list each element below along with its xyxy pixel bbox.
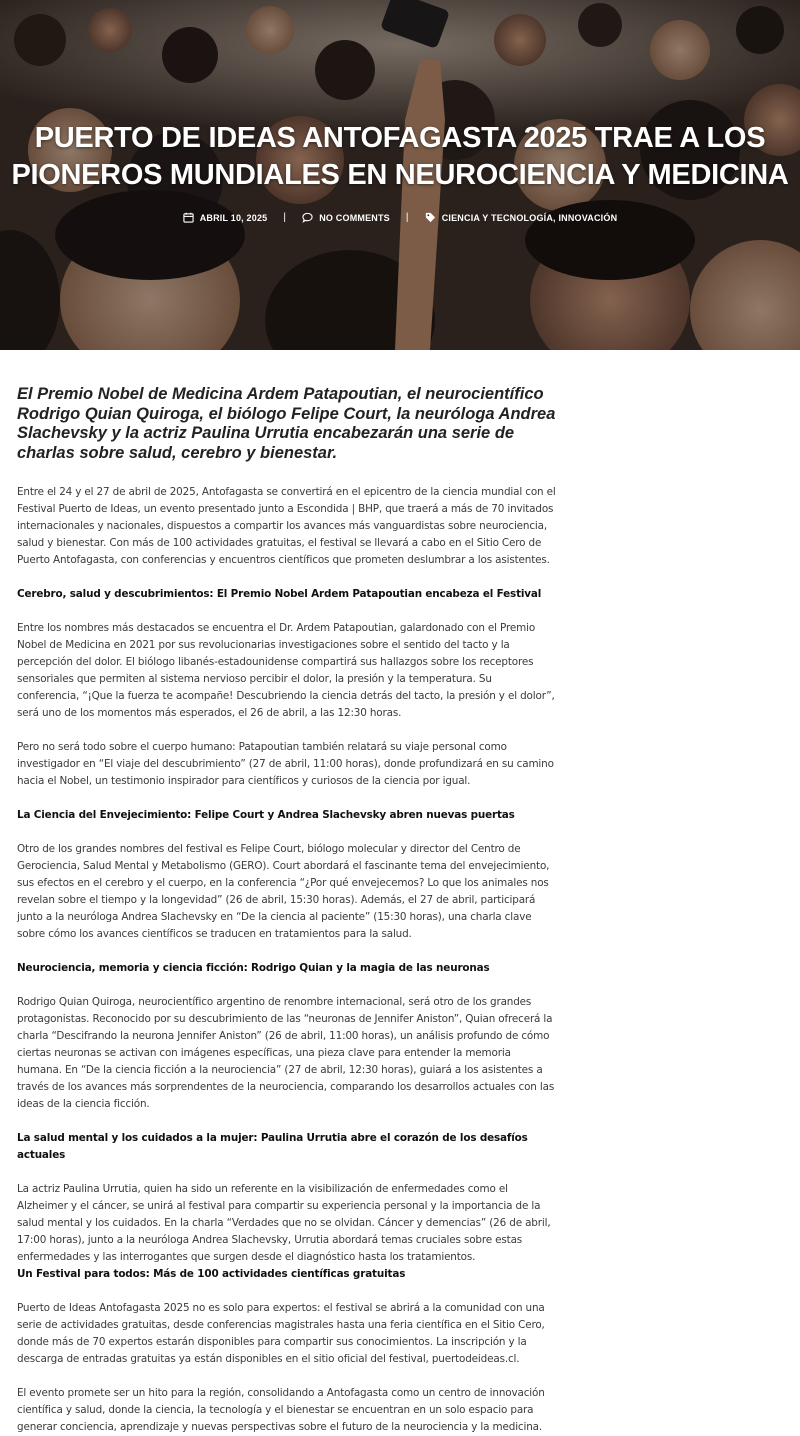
hero-banner bbox=[0, 0, 800, 350]
post-categories-link[interactable] bbox=[425, 212, 618, 223]
article-paragraph: Entre los nombres más destacados se encuentra el Dr. Ardem Patapoutian, galardonado con el Premio Nobel de Medicina en 2021 por sus revolucionarias investigaciones sobre el sentido del tacto y la percepción del dolor. El biólogo libanés-estadounidense compartirá sus hallazgos sobre los receptores sensoriales que permiten al sistema nervioso percibir el dolor, la presión y la temperatura. Su conferencia, “¡Que la fuerza te acompañe! Descubriendo la ciencia detrás del tacto, la presión y el dolor”, será uno de los momentos más esperados, el 26 de abril, a las 12:30 horas. bbox=[17, 622, 555, 719]
section-heading: La salud mental y los cuidados a la mujer: Paulina Urrutia abre el corazón de los desafíos actuales bbox=[17, 1132, 528, 1161]
section-heading: Neurociencia, memoria y ciencia ficción: Rodrigo Quian y la magia de las neuronas bbox=[17, 962, 490, 974]
post-date[interactable] bbox=[183, 212, 268, 223]
section-heading: La Ciencia del Envejecimiento: Felipe Court y Andrea Slachevsky abren nuevas puertas bbox=[17, 809, 515, 821]
article-paragraph: Rodrigo Quian Quiroga, neurocientífico argentino de renombre internacional, será otro de los grandes protagonistas. Reconocido por su descubrimiento de las “neuronas de Jennifer Aniston”, Quian ofrecerá la charla “Descifrando la neurona Jennifer Aniston” (26 de abril, 11:00 horas), un análisis profundo de cómo ciertas neuronas se activan con imágenes específicas, una pieza clave para entender la memoria humana. En “De la ciencia ficción a la neurociencia” (27 de abril, 12:30 horas), guiará a los asistentes a través de los avances más sorprendentes de la neurociencia, comparando los desarrollos actuales con las ideas de la ciencia ficción. bbox=[17, 996, 555, 1110]
article-paragraph: Entre el 24 y el 27 de abril de 2025, Antofagasta se convertirá en el epicentro de la ciencia mundial con el Festival Puerto de Ideas, un evento presentado junto a Escondida | BHP, que traerá a más de 70 invitados internacionales y nacionales, dispuestos a compartir los avances más vanguardistas sobre neurociencia, salud y bienestar. Con más de 100 actividades gratuitas, el festival se llevará a cabo en el Sitio Cero de Puerto Antofagasta, con conferencias y encuentros científicos que prometen deslumbrar a los asistentes. bbox=[17, 486, 556, 566]
article-paragraph: Otro de los grandes nombres del festival es Felipe Court, biólogo molecular y director del Centro de Gerociencia, Salud Mental y Metabolismo (GERO). Court abordará el fascinante tema del envejecimiento, sus efectos en el cerebro y el cuerpo, en la conferencia “¿Por qué envejecemos? Lo que los animales nos revelan sobre el tiempo y la longevidad” (26 de abril, 15:30 horas). Además, el 27 de abril, participará junto a la neuróloga Andrea Slachevsky en “De la ciencia al paciente” (15:30 horas), una charla clave sobre cómo los avances científicos se traducen en tratamientos para la salud. bbox=[17, 843, 550, 940]
post-date-label: ABRIL 10, 2025 bbox=[199, 212, 268, 223]
post-meta bbox=[0, 212, 800, 223]
tag-icon bbox=[425, 212, 436, 223]
article-paragraph: El evento promete ser un hito para la región, consolidando a Antofagasta como un centro de innovación científica y salud, donde la ciencia, la tecnología y el bienestar se encuentran en un solo espacio para generar conciencia, aprendizaje y nuevas perspectivas sobre el futuro de la neurociencia y la medicina. bbox=[17, 1387, 545, 1433]
article-body bbox=[17, 385, 557, 1436]
article-paragraph: Pero no será todo sobre el cuerpo humano: Patapoutian también relatará su viaje personal como investigador en “El viaje del descubrimiento” (27 de abril, 11:00 horas), donde profundizará en su camino hacia el Nobel, un testimonio inspirador para científicos y curiosos de la ciencia por igual. bbox=[17, 741, 554, 787]
section-heading: Cerebro, salud y descubrimientos: El Premio Nobel Ardem Patapoutian encabeza el Festival bbox=[17, 588, 542, 600]
comment-icon bbox=[302, 212, 313, 223]
post-categories-label: CIENCIA Y TECNOLOGÍA, INNOVACIÓN bbox=[441, 212, 618, 223]
meta-separator: | bbox=[283, 212, 287, 223]
calendar-icon bbox=[183, 212, 194, 223]
post-comments-label: NO COMMENTS bbox=[319, 212, 390, 223]
section-heading: Un Festival para todos: Más de 100 actividades científicas gratuitas bbox=[17, 1268, 406, 1280]
article-paragraph: Puerto de Ideas Antofagasta 2025 no es solo para expertos: el festival se abrirá a la comunidad con una serie de actividades gratuitas, desde conferencias magistrales hasta una feria científica en el Sitio Cero, donde más de 70 expertos estarán disponibles para compartir sus conocimientos. La inscripción y la descarga de entradas gratuitas ya están disponibles en el sitio oficial del festival, puertodeideas.cl. bbox=[17, 1302, 545, 1365]
post-comments-link[interactable] bbox=[302, 212, 390, 223]
article-title: PUERTO DE IDEAS ANTOFAGASTA 2025 TRAE A LOS PIONEROS MUNDIALES EN NEUROCIENCIA Y MEDICINA bbox=[11, 122, 789, 191]
article-lead: El Premio Nobel de Medicina Ardem Patapoutian, el neurocientífico Rodrigo Quian Quiroga, el biólogo Felipe Court, la neuróloga Andrea Slachevsky y la actriz Paulina Urrutia encabezarán una serie de charlas sobre salud, cerebro y bienestar. bbox=[17, 385, 556, 462]
meta-separator: | bbox=[405, 212, 409, 223]
article-paragraph: La actriz Paulina Urrutia, quien ha sido un referente en la visibilización de enfermedades como el Alzheimer y el cáncer, se unirá al festival para compartir su experiencia personal y la importancia de la salud mental y los cuidados. En la charla “Verdades que no se olvidan. Cáncer y demencias” (26 de abril, 17:00 horas), junto a la neuróloga Andrea Slachevsky, Urrutia abordará temas cruciales sobre estas enfermedades y las interrogantes que surgen desde el diagnóstico hasta los tratamientos. bbox=[17, 1183, 551, 1263]
